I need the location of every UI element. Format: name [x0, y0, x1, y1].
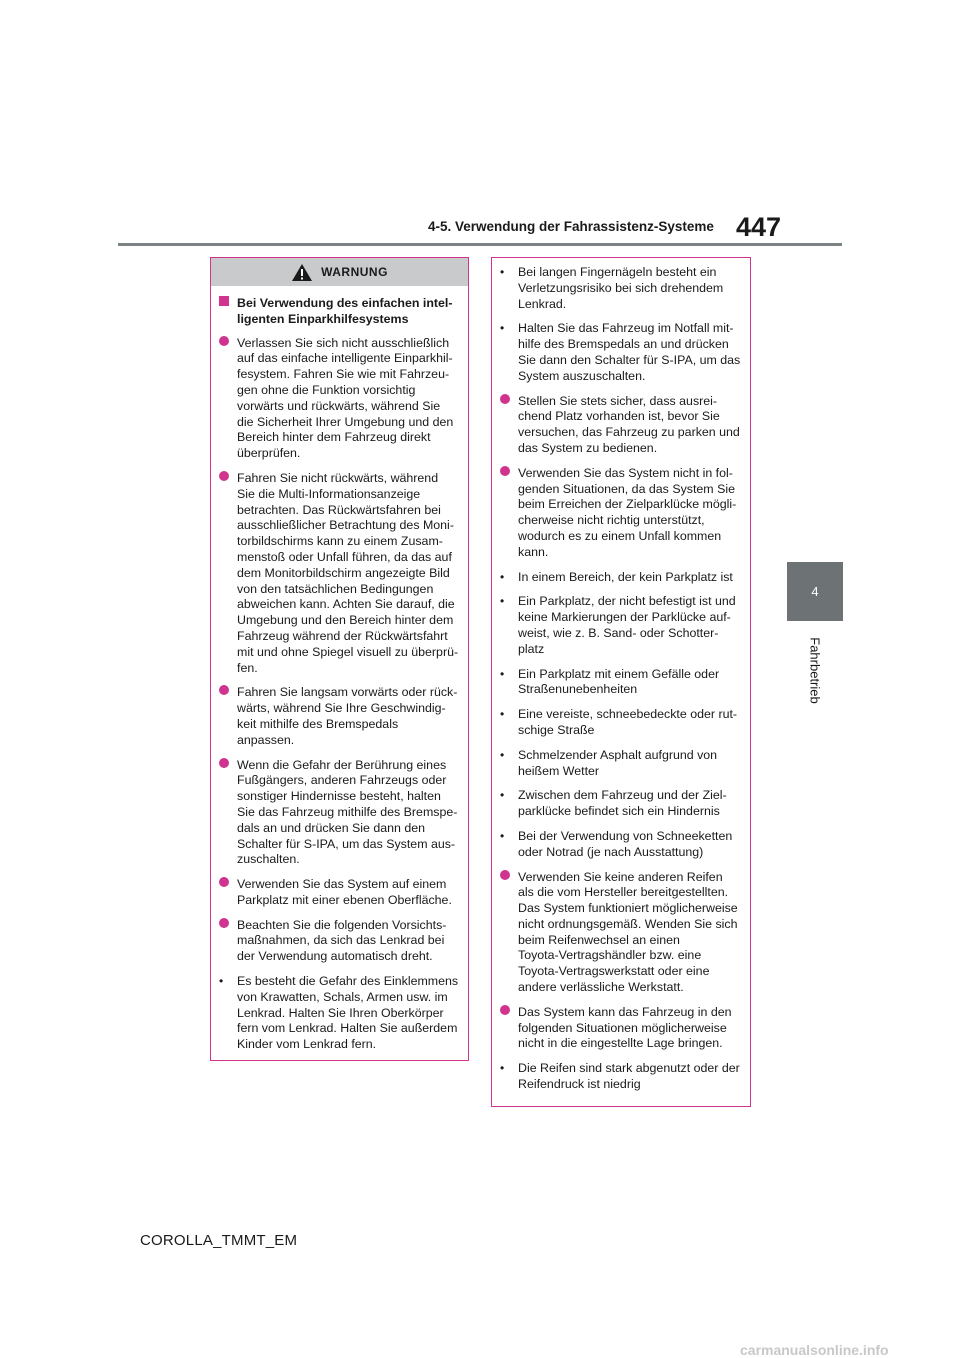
- circle-bullet-icon: [500, 466, 510, 476]
- warning-item: [500, 394, 742, 457]
- circle-bullet-icon: [500, 870, 510, 880]
- chapter-tab: 4: [787, 562, 843, 621]
- text-line: Zwischen dem Fahrzeug und der Ziel-: [518, 788, 727, 803]
- text-line: wodurch es zu einem Unfall kommen: [518, 528, 722, 543]
- warning-item: [219, 758, 460, 869]
- bullet-icon: •: [500, 569, 505, 584]
- page-number: 447: [736, 212, 782, 242]
- bullet-icon: •: [500, 321, 505, 336]
- text-line: Es besteht die Gefahr des Einklemmens: [237, 974, 459, 989]
- text-line: der Verwendung automatisch dreht.: [237, 949, 433, 964]
- text-line: Lenkrad.: [518, 296, 567, 311]
- text-line: auf das einfache intelligente Einparkhil-: [237, 351, 453, 366]
- bullet-item: [500, 594, 742, 657]
- text-line: Sie dann den Schalter für S-IPA, um das: [518, 352, 741, 367]
- text-line: nicht ordnungsgemäß. Wenden Sie sich: [518, 916, 738, 931]
- text-line: Das System funktioniert möglicherweise: [518, 901, 738, 916]
- text-line: fern vom Lenkrad. Halten Sie außerdem: [237, 1021, 458, 1036]
- text-line: ausschließlicher Betrachtung des Moni-: [237, 518, 454, 533]
- text-line: mit und ohne Spiegel visuell zu überprü-: [237, 644, 459, 659]
- text-line: parklücke befindet sich ein Hindernis: [518, 804, 720, 819]
- circle-bullet-icon: [219, 877, 229, 887]
- bullet-item: [500, 321, 742, 384]
- warning-header: [211, 258, 468, 286]
- text-line: Das System kann das Fahrzeug in den: [518, 1004, 732, 1019]
- bullet-icon: •: [500, 747, 505, 762]
- warning-box-left: [210, 257, 469, 1061]
- text-line: Verwenden Sie das System nicht in fol-: [518, 465, 733, 480]
- bullet-item: [500, 788, 742, 820]
- text-line: Beachten Sie die folgenden Vorsichts-: [237, 917, 447, 932]
- text-line: beim Reifenwechsel an einen: [518, 932, 680, 947]
- text-line: betrachten. Das Rückwärtsfahren bei: [237, 502, 441, 517]
- text-line: Halten Sie das Fahrzeug im Notfall mit-: [518, 321, 734, 336]
- text-line: kann.: [518, 544, 549, 559]
- text-line: ligenten Einparkhilfesystems: [237, 311, 409, 326]
- warning-item: [219, 336, 460, 462]
- warning-item: [219, 471, 460, 676]
- text-line: In einem Bereich, der kein Parkplatz ist: [518, 569, 733, 584]
- text-line: keine Markierungen der Parklücke auf-: [518, 610, 731, 625]
- text-line: Straßenunebenheiten: [518, 682, 638, 697]
- text-line: Umgebung und den Bereich hinter dem: [237, 613, 454, 628]
- watermark: carmanualsonline.info: [740, 1342, 889, 1358]
- text-line: wärts, während Sie Ihre Geschwindig-: [237, 701, 446, 716]
- bullet-icon: •: [500, 594, 505, 609]
- text-line: menstoß oder Unfall führen, da das auf: [237, 549, 452, 564]
- text-line: Verwenden Sie keine anderen Reifen: [518, 869, 723, 884]
- circle-bullet-icon: [219, 918, 229, 928]
- chapter-label-text: Fahrbetrieb: [807, 636, 823, 704]
- circle-bullet-icon: [219, 336, 229, 346]
- text-line: maßnahmen, da sich das Lenkrad bei: [237, 933, 445, 948]
- bullet-item: [219, 974, 460, 1053]
- text-line: Kinder vom Lenkrad fern.: [237, 1037, 377, 1052]
- bullet-icon: •: [500, 265, 505, 279]
- text-line: Verletzungsrisiko bei sich drehendem: [518, 280, 724, 295]
- text-line: Verlassen Sie sich nicht ausschließlich: [237, 335, 450, 350]
- text-line: von den tatsächlichen Bedingungen: [237, 581, 434, 596]
- bullet-item: [500, 829, 742, 861]
- text-line: Schalter für S-IPA, um das System aus-: [237, 836, 456, 851]
- text-line: Verwenden Sie das System auf einem: [237, 877, 447, 892]
- text-line: versuchen, das Fahrzeug zu parken und: [518, 425, 740, 440]
- warning-item: [500, 1005, 742, 1052]
- warning-item: [500, 870, 742, 996]
- text-line: fesystem. Fahren Sie wie mit Fahrzeu-: [237, 367, 450, 382]
- text-line: abweichen kann. Achten Sie darauf, die: [237, 597, 455, 612]
- text-line: cherweise nicht richtig unterstützt,: [518, 513, 705, 528]
- warning-triangle-icon: [291, 263, 313, 282]
- warning-item: [500, 466, 742, 561]
- text-line: hilfe des Bremspedals an und drücken: [518, 337, 729, 352]
- bullet-icon: •: [500, 1061, 505, 1076]
- text-line: Sie die Multi-Informationsanzeige: [237, 486, 421, 501]
- text-line: torbildschirms kann zu einem Zusam-: [237, 534, 443, 549]
- text-line: anpassen.: [237, 732, 295, 747]
- text-line: Bereich hinter dem Fahrzeug direkt: [237, 430, 431, 445]
- text-line: keit mithilfe des Bremspedals: [237, 716, 399, 731]
- text-line: andere verlässliche Werkstatt.: [518, 980, 684, 995]
- text-line: Bei langen Fingernägeln besteht ein: [518, 265, 717, 279]
- text-line: oder Notrad (je nach Ausstattung): [518, 844, 704, 859]
- text-line: dem Monitorbildschirm angezeigte Bild: [237, 565, 450, 580]
- text-line: Fahren Sie nicht rückwärts, während: [237, 470, 439, 485]
- text-line: Ein Parkplatz, der nicht befestigt ist und: [518, 594, 736, 609]
- circle-bullet-icon: [500, 394, 510, 404]
- text-line: chend Platz vorhanden ist, bevor Sie: [518, 409, 720, 424]
- circle-bullet-icon: [219, 685, 229, 695]
- warning-content-right: [492, 258, 750, 1093]
- warning-label: WARNUNG: [321, 265, 388, 279]
- text-line: die Sicherheit Ihrer Umgebung und den: [237, 414, 454, 429]
- text-line: gen ohne die Funktion vorsichtig: [237, 382, 416, 397]
- warning-box-right: [491, 257, 751, 1107]
- text-line: beim Erreichen der Zielparklücke mögli-: [518, 497, 737, 512]
- text-line: Reifendruck ist niedrig: [518, 1077, 641, 1092]
- text-line: Fahren Sie langsam vorwärts oder rück-: [237, 685, 458, 700]
- text-line: dals an und drücken Sie dann den: [237, 820, 426, 835]
- section-title: 4-5. Verwendung der Fahrassistenz-Systeme: [428, 219, 714, 234]
- text-line: Stellen Sie stets sicher, dass ausrei-: [518, 393, 718, 408]
- bullet-icon: •: [500, 666, 505, 681]
- footer-code: COROLLA_TMMT_EM: [140, 1232, 298, 1249]
- section-heading: [219, 296, 460, 328]
- circle-bullet-icon: [219, 758, 229, 768]
- text-line: Wenn die Gefahr der Berührung eines: [237, 757, 447, 772]
- text-line: überprüfen.: [237, 446, 301, 461]
- text-line: Die Reifen sind stark abgenutzt oder der: [518, 1061, 740, 1076]
- bullet-item: [500, 748, 742, 780]
- text-line: genden Situationen, da das System Sie: [518, 481, 735, 496]
- warning-item: [219, 685, 460, 748]
- text-line: nicht in die eingestellte Lage bringen.: [518, 1036, 723, 1051]
- text-line: Ein Parkplatz mit einem Gefälle oder: [518, 666, 720, 681]
- warning-item: [219, 918, 460, 965]
- text-line: als die vom Hersteller bereitgestellten.: [518, 885, 729, 900]
- text-line: das System zu bedienen.: [518, 440, 658, 455]
- text-line: fen.: [237, 660, 258, 675]
- text-line: Bei der Verwendung von Schneeketten: [518, 828, 733, 843]
- text-line: zuschalten.: [237, 852, 300, 867]
- text-line: folgenden Situationen möglicherweise: [518, 1020, 727, 1035]
- text-line: schige Straße: [518, 722, 595, 737]
- text-line: Toyota-Vertragshändler bzw. eine: [518, 948, 702, 963]
- text-line: Sie das Fahrzeug mithilfe des Bremspe-: [237, 804, 458, 819]
- text-line: weist, wie z. B. Sand- oder Schotter-: [518, 625, 719, 640]
- chapter-label: [788, 630, 842, 710]
- text-line: Schmelzender Asphalt aufgrund von: [518, 747, 718, 762]
- text-line: vorwärts und rückwärts, während Sie: [237, 398, 441, 413]
- square-marker-icon: [219, 296, 229, 306]
- circle-bullet-icon: [500, 1005, 510, 1015]
- text-line: von Krawatten, Schals, Armen usw. im: [237, 989, 448, 1004]
- text-line: Bei Verwendung des einfachen intel-: [237, 296, 453, 310]
- bullet-icon: •: [500, 707, 505, 722]
- text-line: platz: [518, 641, 545, 656]
- text-line: Fußgängers, anderen Fahrzeugs oder: [237, 773, 447, 788]
- bullet-icon: •: [219, 974, 224, 989]
- text-line: Eine vereiste, schneebedeckte oder rut-: [518, 707, 738, 722]
- header-rule: [118, 243, 842, 246]
- bullet-icon: •: [500, 828, 505, 843]
- text-line: sonstiger Hindernisse besteht, halten: [237, 789, 441, 804]
- circle-bullet-icon: [219, 471, 229, 481]
- warning-item: [219, 877, 460, 909]
- text-line: Toyota-Vertragswerkstatt oder eine: [518, 964, 710, 979]
- bullet-item: [500, 707, 742, 739]
- bullet-item: [500, 570, 742, 586]
- bullet-item: [500, 265, 742, 312]
- text-line: Fahrzeug während der Rückwärtsfahrt: [237, 628, 448, 643]
- bullet-item: [500, 1061, 742, 1093]
- warning-content-left: [211, 286, 468, 1053]
- text-line: heißem Wetter: [518, 763, 600, 778]
- bullet-icon: •: [500, 788, 505, 803]
- text-line: System auszuschalten.: [518, 368, 646, 383]
- bullet-item: [500, 667, 742, 699]
- text-line: Lenkrad. Halten Sie Ihren Oberkörper: [237, 1005, 444, 1020]
- text-line: Parkplatz mit einer ebenen Oberfläche.: [237, 892, 452, 907]
